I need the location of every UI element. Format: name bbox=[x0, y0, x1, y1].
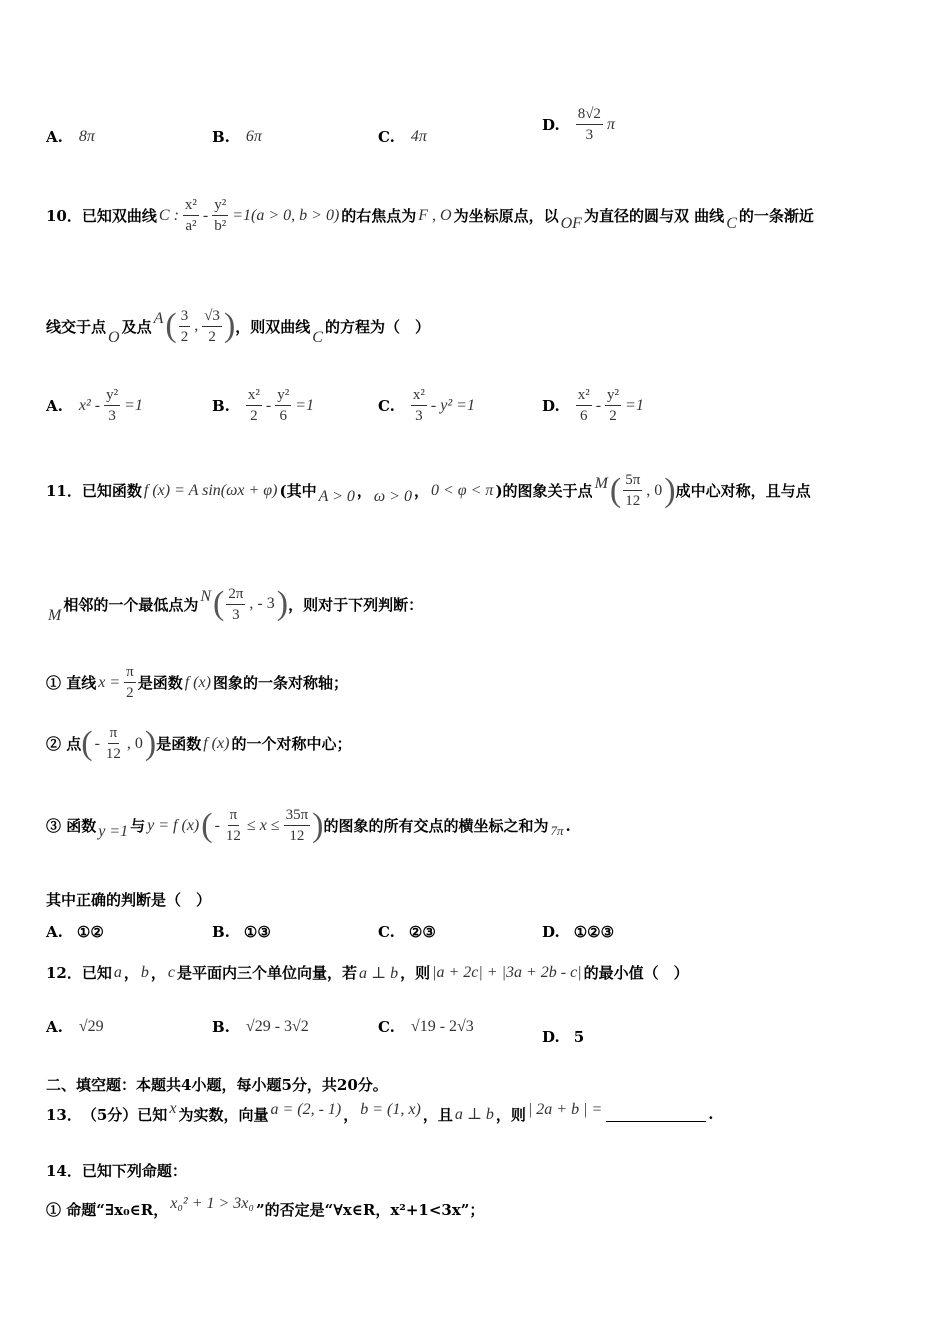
q10-option-c: C. $\frac{\text{x²}}{3}$ - y² =1 bbox=[378, 387, 475, 424]
fraction-3-2: $\frac{3}{2}$ bbox=[180, 307, 189, 345]
q11-stem-line1: 11． 已知函数 f (x) = A sin(ωx + φ) (其中 A > 0 ， ω > 0 ， 0 < φ < π )的图象关于点 M ( $\frac{5\pi}{12}$ , 0 ) 成中心对称，且与点 bbox=[46, 471, 811, 509]
q9-option-d bbox=[542, 104, 617, 145]
option-math: 8π bbox=[78, 128, 95, 145]
q14-statement-1: ① 命题“∃x₀∈R， x₀² + 1 > 3x₀ ”的否定是“∀x∈R，x²+1<3x”； bbox=[46, 1195, 485, 1219]
question-number: 14． bbox=[46, 1162, 82, 1180]
q14-stem: 14． 已知下列命题： bbox=[46, 1162, 187, 1180]
q11-statement-1: ① 直线 x = $\frac{\pi}{2}$ 是函数 f (x) 图象的一条对称轴； bbox=[46, 664, 348, 701]
q10-option-a: A. x² - $\frac{\text{y²}}{3}$ =1 bbox=[46, 387, 143, 424]
question-number: 12． bbox=[46, 964, 82, 982]
q12-stem: 12． 已知 a ， b ， c 是平面内三个单位向量，若 a ⊥ b ，则 |a + 2c| + |3a + 2b - c| 的最小值（ ） bbox=[46, 963, 689, 982]
question-number: 10． bbox=[46, 207, 82, 225]
question-number: 11． bbox=[46, 482, 82, 500]
q11-statement-2: ② 点 ( - $\frac{\pi}{12}$ , 0 ) 是函数 f (x) 的一个对称中心； bbox=[46, 724, 352, 762]
q11-option-d: D. ①②③ bbox=[542, 923, 615, 941]
q11-option-b: B. ①③ bbox=[212, 923, 271, 941]
option-label: D. bbox=[542, 115, 560, 134]
fraction-y2-b2: $\frac{\text{y²}}{\text{b²}}$ bbox=[214, 197, 227, 234]
q10-stem-line1: 10． 已知双曲线 C : $\frac{\text{x²}}{\text{a²}}$ - $\frac{\text{y²}}{\text{b²}}$ =1(a > 0, b > 0) 的右焦点为 F , O 为坐标原点，以 OF 为直径的圆与双 曲线 C 的一条渐近 bbox=[46, 197, 814, 234]
q10-stem-line2: 线交于点 O 及点 A ( $\frac{3}{2}$ , $\frac{√3}{2}$ ) ，则双曲线 C 的方程为（ ） bbox=[46, 307, 430, 346]
q11-ask: 其中正确的判断是（ ） bbox=[46, 891, 212, 909]
fraction-x2-a2: $\frac{\text{x²}}{\text{a²}}$ bbox=[184, 197, 197, 234]
q9-option-b bbox=[212, 128, 264, 146]
q10-option-d: D. $\frac{\text{x²}}{6}$ - $\frac{\text{y²}}{2}$ =1 bbox=[542, 387, 644, 424]
q11-option-c: C. ②③ bbox=[378, 923, 436, 941]
q11-statement-3: ③ 函数 y =1 与 y = f (x) ( - $\frac{\pi}{12}$ ≤ x ≤ $\frac{35\pi}{12}$ ) 的图象的所有交点的横坐标之和为 7π . bbox=[46, 806, 571, 844]
question-number: 13． bbox=[46, 1105, 82, 1124]
q9-option-c bbox=[378, 128, 429, 146]
option-label: A. bbox=[46, 128, 63, 146]
option-math: π bbox=[606, 115, 615, 133]
q11-option-a: A. ①② bbox=[46, 923, 104, 941]
option-math: 4π bbox=[410, 128, 427, 145]
q11-stem-line2: M 相邻的一个最低点为 N ( $\frac{2\pi}{3}$ , - 3 ) ，则对于下列判断： bbox=[48, 585, 424, 624]
answer-blank[interactable] bbox=[606, 1107, 706, 1122]
option-fraction: $\frac{8√2}{3}$ bbox=[577, 106, 601, 143]
option-label: C. bbox=[378, 128, 395, 146]
q10-option-b: B. $\frac{\text{x²}}{2}$ - $\frac{\text{y²}}{6}$ =1 bbox=[212, 387, 315, 424]
q12-option-d: D. 5 bbox=[542, 1028, 585, 1046]
option-label: B. bbox=[212, 128, 230, 146]
q12-option-a: A. √29 bbox=[46, 1018, 104, 1036]
option-math: 6π bbox=[245, 128, 262, 145]
q9-option-a bbox=[46, 128, 97, 146]
q13-stem: 13． （5分）已知 x 为实数，向量 a = (2, - 1) ， b = (1, x) ，且 a ⊥ b ，则 | 2a + b | = . bbox=[46, 1100, 714, 1124]
q12-option-b: B. √29 - 3√2 bbox=[212, 1018, 309, 1036]
section-heading: 二、填空题：本题共4小题，每小题5分，共20分。 bbox=[46, 1076, 388, 1094]
q12-option-c: C. √19 - 2√3 bbox=[378, 1018, 474, 1036]
fraction-sqrt3-2: $\frac{√3}{2}$ bbox=[204, 307, 220, 345]
